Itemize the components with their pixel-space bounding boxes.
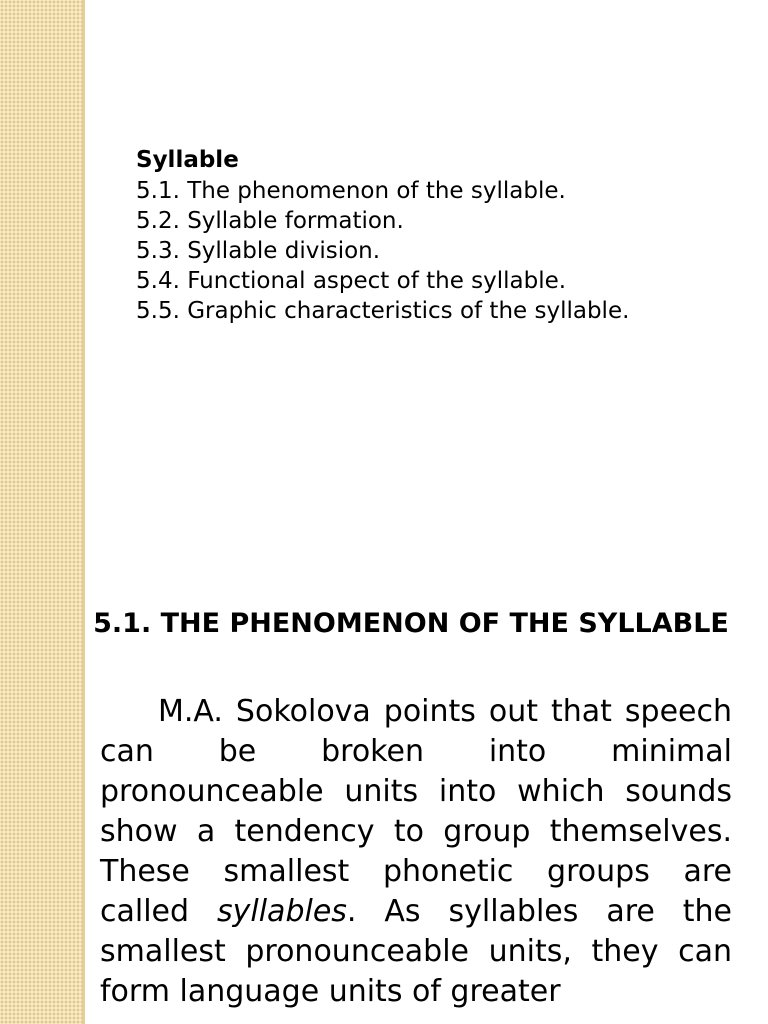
outline-list	[136, 176, 736, 326]
document-page	[85, 0, 768, 1024]
outline-item-5-4: 5.4. Functional aspect of the syllable.	[136, 268, 567, 294]
paragraph-text-before: M.A. Sokolova points out that speech can be broken into minimal pronounceable units into which sounds show a tendency to group themselves. These smallest phonetic groups are called	[100, 694, 732, 929]
chapter-outline	[136, 145, 736, 326]
decorative-side-strip	[0, 0, 82, 1024]
section-paragraph	[100, 692, 732, 1012]
paragraph-term: syllables	[217, 894, 347, 929]
outline-item-5-2: 5.2. Syllable formation.	[136, 208, 404, 234]
outline-item-5-5: 5.5. Graphic characteristics of the syllable.	[136, 298, 630, 324]
outline-item-5-1: 5.1. The phenomenon of the syllable.	[136, 178, 566, 204]
paragraph-text-after: . As syllables are the smallest pronounceable units, they can form language units of greater	[100, 894, 733, 1009]
outline-title: Syllable	[136, 147, 239, 173]
section-heading: 5.1. THE PHENOMENON OF THE SYLLABLE	[93, 608, 729, 639]
outline-item-5-3: 5.3. Syllable division.	[136, 238, 381, 264]
